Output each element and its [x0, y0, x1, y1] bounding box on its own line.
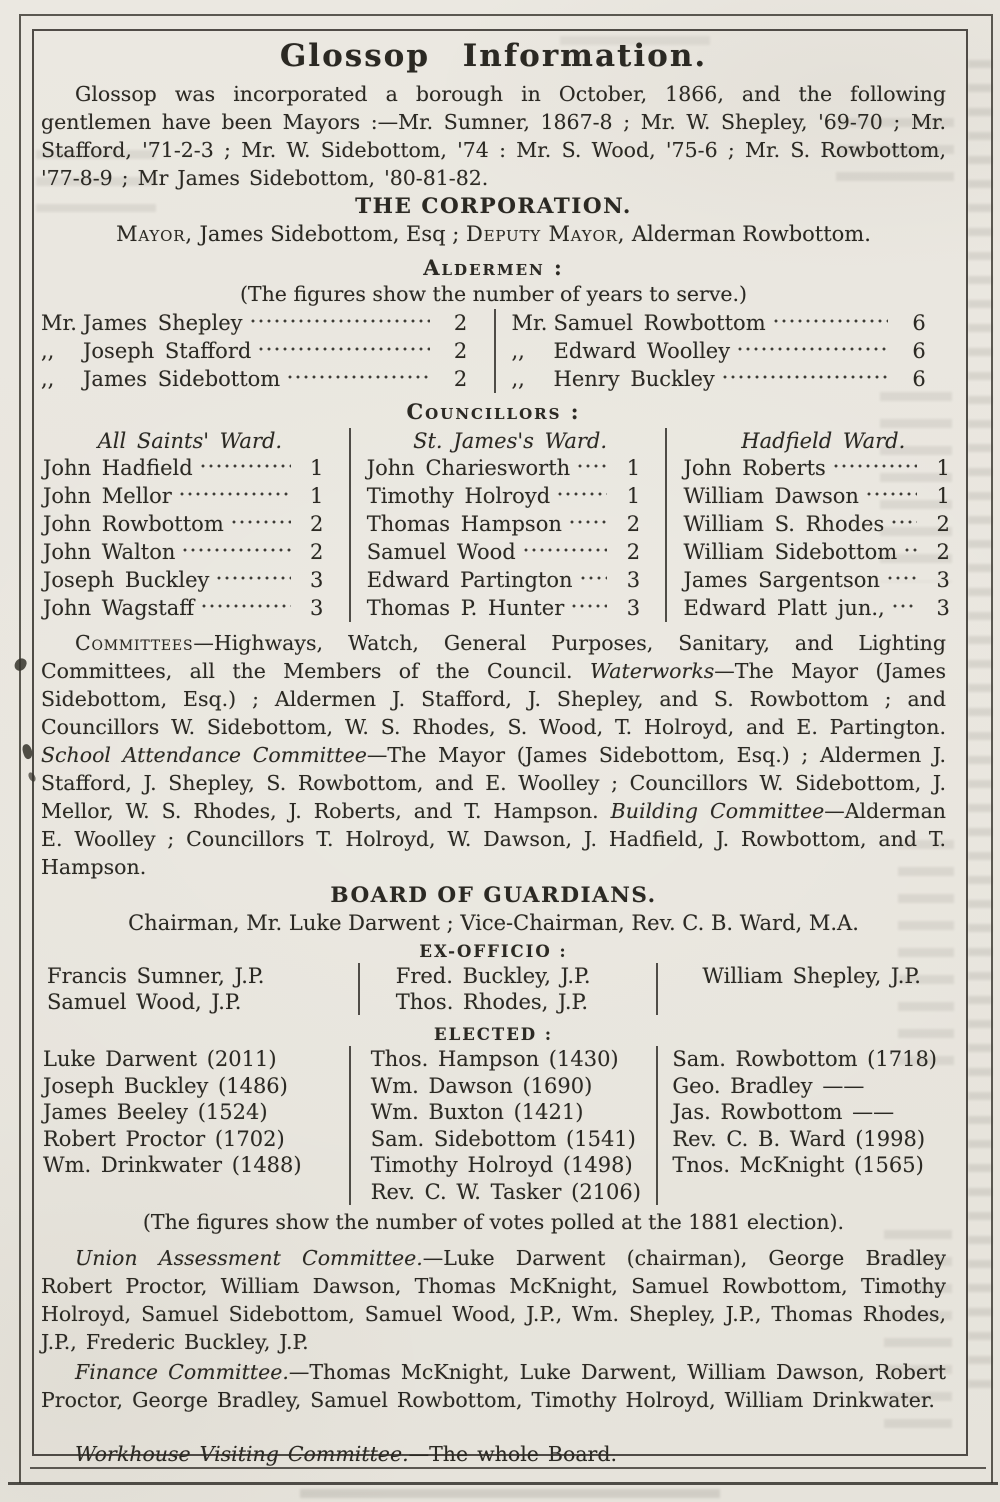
committees-segment: —The Mayor (James Sidebottom, Esq.) ; Aldermen J. Stafford, J. Shepley, and S. Rowbottom ; and Councillors W. Sidebottom, W. S. Rhodes, S. Wood, T. Holroyd, and E. Partington.	[41, 659, 946, 739]
committees-paragraph	[41, 629, 946, 881]
years-to-serve: 1	[936, 484, 950, 508]
years-to-serve: 3	[310, 568, 324, 592]
committees-segment: School Attendance Committee	[41, 743, 367, 767]
alderman-row	[512, 365, 945, 393]
elected-column	[349, 1046, 657, 1205]
leader-dots	[721, 365, 888, 386]
elected-column	[41, 1046, 349, 1205]
guardian-name: Fred. Buckley, J.P.	[395, 964, 591, 988]
years-to-serve: 1	[310, 484, 324, 508]
leader-dots	[230, 510, 291, 531]
elected-entry: Tnos. McKnight (1565)	[672, 1153, 924, 1177]
committees-segment: —Highways, Watch, General Purposes, Sanitary, and Lighting Committees, all the Members of the Council.	[41, 631, 946, 683]
aldermen-table	[41, 309, 946, 393]
councillor-name: John Rowbottom	[43, 512, 224, 536]
elected-entry: Sam. Rowbottom (1718)	[672, 1047, 937, 1071]
aldermen-note: (The figures show the number of years to serve.)	[239, 282, 748, 306]
ditto-or-title: Mr.	[511, 311, 548, 335]
leader-dots	[522, 538, 608, 559]
elected-entry: Robert Proctor (1702)	[43, 1126, 285, 1151]
elected-entry: James Beeley (1524)	[43, 1100, 268, 1124]
councillor-name: Samuel Wood	[366, 540, 516, 564]
years-to-serve: 6	[912, 311, 926, 335]
elected-table	[41, 1046, 946, 1205]
years-to-serve: 1	[310, 456, 324, 480]
councillors-table	[41, 428, 950, 622]
alderman-row	[512, 337, 945, 365]
elected-entry: Wm. Dawson (1690)	[370, 1073, 593, 1098]
heading-councillors: Councillors :	[406, 399, 581, 424]
councillor-name: Joseph Buckley	[43, 568, 210, 592]
councillor-name: John Chariesworth	[366, 456, 571, 480]
committee-paragraph: Finance Committee.—Thomas McKnight, Luke Darwent, William Dawson, Robert Proctor, George Bradley, Samuel Rowbottom, Timothy Holroyd, William Drinkwater.	[41, 1360, 946, 1412]
officer-name: Alderman Rowbottom.	[625, 222, 871, 246]
elected-entry: Luke Darwent (2011)	[43, 1047, 277, 1071]
councillor-row	[367, 594, 654, 622]
councillor-row	[683, 538, 963, 566]
alderman-name: Joseph Stafford	[83, 339, 252, 363]
committees-segment: —The Mayor (James Sidebottom, Esq.) ; Aldermen J. Stafford, J. Shepley, S. Rowbottom, and E. Woolley ; Councillors W. Sidebottom, J. Mellor, W. S. Rhodes, J. Roberts, and T. Hampson.	[41, 743, 946, 823]
councillor-row	[43, 566, 337, 594]
elected-entry: Geo. Bradley ——	[672, 1073, 865, 1098]
leader-dots	[181, 538, 290, 559]
councillor-name: John Mellor	[43, 484, 172, 508]
councillor-row	[683, 510, 963, 538]
councillor-row	[367, 566, 654, 594]
aldermen-column	[41, 309, 494, 393]
alderman-name: Samuel Rowbottom	[553, 311, 766, 335]
ditto-or-title: Mr.	[41, 311, 77, 335]
years-to-serve: 3	[936, 568, 950, 592]
ward-title: All Saints' Ward.	[97, 429, 283, 453]
committees-segment: —Alderman E. Woolley ; Councillors T. Holroyd, W. Dawson, J. Hadfield, J. Rowbottom, and T. Hampson.	[41, 799, 947, 879]
councillor-name: William Dawson	[683, 484, 859, 508]
leader-dots	[200, 594, 291, 615]
years-to-serve: 2	[936, 512, 950, 536]
committees-segment: Committees	[75, 631, 194, 655]
councillor-name: William Sidebottom	[683, 540, 898, 564]
leader-dots	[286, 365, 429, 386]
alderman-row	[41, 309, 486, 337]
elected-entry: Rev. C. W. Tasker (2106)	[370, 1179, 641, 1204]
years-to-serve: 1	[936, 456, 950, 480]
guardian-name: Francis Sumner, J.P.	[47, 964, 265, 988]
years-to-serve: 1	[626, 484, 641, 508]
leader-dots	[215, 566, 290, 587]
aldermen-column	[494, 309, 947, 393]
councillor-name: Thomas P. Hunter	[366, 596, 565, 620]
councillor-name: Edward Platt jun.,	[683, 596, 885, 620]
alderman-name: James Sidebottom	[83, 367, 281, 391]
years-to-serve: 2	[453, 339, 468, 363]
years-to-serve: 3	[626, 568, 641, 592]
ex-officio-column	[656, 963, 946, 1015]
councillor-row	[43, 454, 337, 482]
leader-dots	[576, 454, 607, 475]
years-to-serve: 2	[626, 512, 641, 536]
ditto-or-title: ,,	[41, 339, 55, 363]
elected-column	[656, 1046, 946, 1205]
heading-guardians: BOARD OF GUARDIANS.	[330, 883, 657, 908]
councillor-row	[43, 538, 337, 566]
councillor-name: William S. Rhodes	[683, 512, 885, 536]
leader-dots	[579, 566, 608, 587]
committees-segment: Building Committee	[610, 799, 825, 823]
leader-dots	[556, 482, 607, 503]
heading-elected: ELECTED :	[434, 1025, 553, 1044]
councillor-name: John Walton	[43, 540, 176, 564]
guardian-name: Thos. Rhodes, J.P.	[395, 990, 589, 1014]
councillor-row	[43, 594, 337, 622]
mayor-line	[41, 220, 946, 249]
councillor-name: John Wagstaff	[43, 596, 195, 620]
ex-officio-column	[358, 963, 657, 1015]
officer-title: Mayor,	[116, 222, 193, 246]
elected-entry: Joseph Buckley (1486)	[43, 1073, 288, 1098]
page-title: Glossop Information.	[279, 38, 708, 74]
leader-dots	[865, 482, 917, 503]
sub-committees	[41, 1244, 946, 1468]
councillor-name: Edward Partington	[366, 568, 573, 592]
years-to-serve: 2	[453, 311, 468, 335]
page-content	[41, 30, 950, 1468]
councillor-name: James Sargentson	[683, 568, 880, 592]
committee-title: Finance Committee.	[75, 1360, 289, 1384]
committee-title: Union Assessment Committee.	[75, 1246, 423, 1270]
elected-entry: Wm. Drinkwater (1488)	[43, 1153, 302, 1177]
years-to-serve: 3	[626, 596, 641, 620]
chairman-line: Chairman, Mr. Luke Darwent ; Vice-Chairman, Rev. C. B. Ward, M.A.	[128, 911, 859, 935]
leader-dots	[832, 454, 917, 475]
ditto-or-title: ,,	[41, 367, 55, 391]
officer-title: Deputy Mayor,	[466, 222, 626, 246]
ward-column	[349, 428, 666, 622]
alderman-name: James Shepley	[83, 311, 243, 335]
councillor-row	[683, 594, 963, 622]
leader-dots	[257, 337, 429, 358]
alderman-name: Henry Buckley	[553, 367, 715, 391]
heading-ex-officio: EX-OFFICIO :	[419, 942, 568, 961]
bottom-rule	[8, 1482, 998, 1485]
leader-dots	[568, 510, 608, 531]
elected-entry: Wm. Buxton (1421)	[370, 1100, 584, 1124]
years-to-serve: 3	[310, 596, 324, 620]
councillor-row	[683, 566, 963, 594]
councillor-name: John Roberts	[683, 456, 826, 480]
heading-aldermen: Aldermen :	[423, 255, 564, 280]
intro-paragraph: Glossop was incorporated a borough in October, 1866, and the following gentlemen have been Mayors :—Mr. Sumner, 1867-8 ; Mr. W. Shepley, '69-70 ; Mr. Stafford, '71-2-3 ; Mr. W. Sidebottom, '74 : Mr. S. Wood, '75-6 ; Mr. S. Rowbottom, '77-8-9 ; Mr James Sidebottom, '80-81-82.	[41, 82, 946, 190]
committee-paragraph: Union Assessment Committee.—Luke Darwent (chairman), George Bradley Robert Proctor, William Dawson, Thomas McKnight, Samuel Rowbottom, Timothy Holroyd, Samuel Sidebottom, Samuel Wood, J.P., Wm. Shepley, J.P., Thomas Rhodes, J.P., Frederic Buckley, J.P.	[41, 1246, 946, 1354]
ward-title: Hadfield Ward.	[741, 429, 906, 453]
years-to-serve: 2	[626, 540, 641, 564]
alderman-row	[41, 337, 486, 365]
councillor-row	[367, 538, 654, 566]
guardian-name: William Shepley, J.P.	[702, 964, 921, 988]
ex-officio-table	[41, 963, 946, 1015]
bleedthrough-smudge	[300, 1489, 720, 1499]
ditto-or-title: ,,	[511, 339, 525, 363]
committee-paragraph: Workhouse Visiting Committee.—The whole Board.	[75, 1442, 617, 1466]
leader-dots	[772, 309, 888, 330]
years-to-serve: 2	[453, 367, 468, 391]
elected-entry: Jas. Rowbottom ——	[672, 1100, 895, 1124]
ward-column	[41, 428, 349, 622]
ex-officio-column	[41, 963, 358, 1015]
years-to-serve: 2	[310, 512, 324, 536]
alderman-row	[41, 365, 486, 393]
leader-dots	[886, 566, 917, 587]
ward-column	[665, 428, 965, 622]
councillor-row	[367, 454, 654, 482]
councillor-row	[683, 482, 963, 510]
years-to-serve: 6	[912, 367, 926, 391]
ward-title: St. James's Ward.	[413, 429, 608, 453]
leader-dots	[890, 510, 917, 531]
leader-dots	[736, 337, 888, 358]
elected-entry: Rev. C. B. Ward (1998)	[672, 1126, 926, 1151]
councillor-row	[43, 510, 337, 538]
councillor-row	[367, 482, 654, 510]
votes-note: (The figures show the number of votes polled at the 1881 election).	[142, 1210, 845, 1234]
leader-dots	[178, 482, 291, 503]
councillor-row	[43, 482, 337, 510]
years-to-serve: 6	[912, 339, 926, 363]
years-to-serve: 2	[310, 540, 324, 564]
councillor-name: Thomas Hampson	[366, 512, 562, 536]
leader-dots	[891, 594, 917, 615]
committees-segment: Waterworks	[589, 659, 715, 683]
councillor-name: John Hadfield	[43, 456, 193, 480]
years-to-serve: 3	[936, 596, 950, 620]
elected-entry: Thos. Hampson (1430)	[370, 1047, 619, 1071]
committee-title: Workhouse Visiting Committee.	[75, 1442, 409, 1466]
elected-entry: Timothy Holroyd (1498)	[370, 1153, 633, 1177]
councillor-name: Timothy Holroyd	[366, 484, 551, 508]
councillor-row	[367, 510, 654, 538]
councillor-row	[683, 454, 963, 482]
leader-dots	[199, 454, 291, 475]
leader-dots	[249, 309, 430, 330]
alderman-name: Edward Woolley	[553, 339, 731, 363]
elected-entry: Sam. Sidebottom (1541)	[370, 1126, 636, 1151]
leader-dots	[903, 538, 917, 559]
heading-corporation: THE CORPORATION.	[355, 194, 632, 219]
years-to-serve: 1	[626, 456, 641, 480]
alderman-row	[512, 309, 945, 337]
guardian-name: Samuel Wood, J.P.	[47, 990, 242, 1014]
leader-dots	[570, 594, 607, 615]
years-to-serve: 2	[936, 540, 950, 564]
officer-name: James Sidebottom, Esq ;	[192, 222, 467, 246]
ditto-or-title: ,,	[511, 367, 525, 391]
